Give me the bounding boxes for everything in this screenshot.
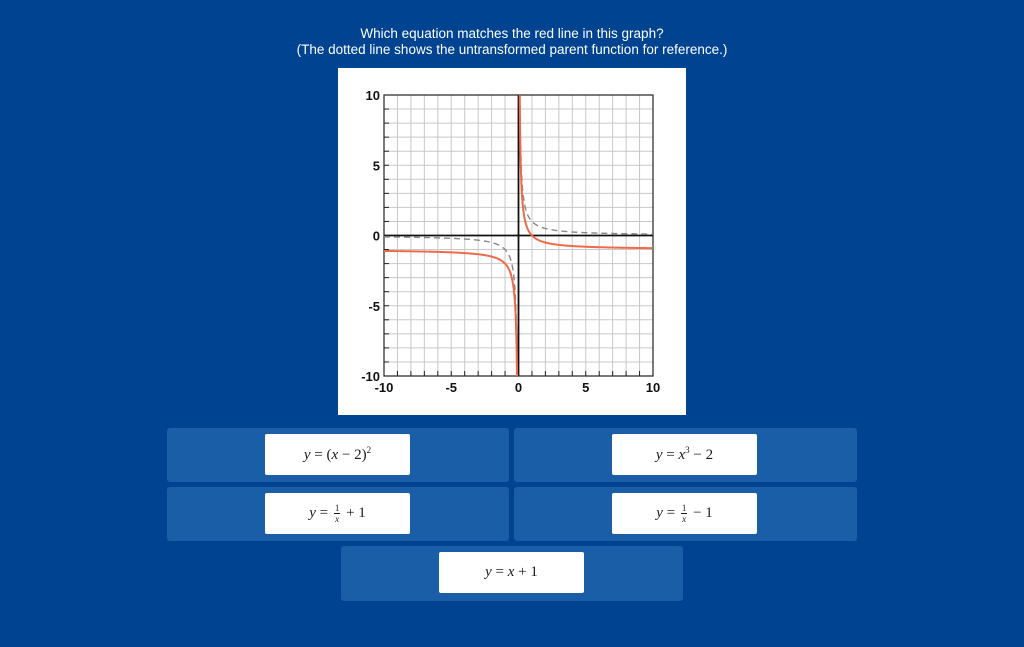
answer-option-e[interactable] [341, 546, 683, 601]
y-tick-label: 0 [372, 228, 380, 244]
function-graph [338, 68, 686, 415]
red-curve-right [520, 95, 653, 248]
answer-option-a-equation[interactable] [265, 434, 410, 475]
answer-option-c[interactable] [167, 487, 509, 541]
x-tick-label: 10 [645, 380, 661, 395]
answer-option-a[interactable] [167, 428, 509, 482]
answer-option-b-equation[interactable] [612, 434, 757, 475]
y-tick-label: -5 [368, 298, 380, 314]
answer-option-e-equation[interactable] [439, 552, 584, 593]
answer-option-d-equation[interactable] [612, 493, 757, 534]
question-line-1: Which equation matches the red line in this graph? [360, 26, 664, 41]
answer-option-d-label: y = $\frac{1}{x}$ − 1 [656, 503, 713, 524]
answer-option-b[interactable] [514, 428, 857, 482]
answer-option-b-label: $y = x^3 - 2$ [655, 445, 714, 463]
x-tick-label: -10 [374, 380, 394, 395]
answer-option-a-label: $y = (x - 2)^2$ [303, 445, 372, 463]
answer-option-e-label: y = x + 1 [485, 564, 538, 580]
x-tick-label: -5 [445, 380, 458, 395]
y-tick-label: 10 [365, 88, 380, 103]
y-tick-label: 5 [372, 158, 380, 174]
answer-option-c-label: y = $\frac{1}{x}$ + 1 [309, 503, 366, 524]
x-tick-label: 0 [514, 380, 523, 395]
answer-option-d[interactable] [514, 487, 857, 541]
parent-curve-right [520, 95, 653, 234]
answer-option-c-equation[interactable] [265, 493, 410, 534]
red-curve-left [384, 251, 517, 376]
y-tick-label: -10 [361, 369, 380, 384]
question-line-2: (The dotted line shows the untransformed parent function for reference.) [296, 42, 728, 57]
graph-card [338, 68, 686, 415]
question-prompt [0, 26, 1024, 58]
x-tick-label: 5 [582, 380, 590, 395]
